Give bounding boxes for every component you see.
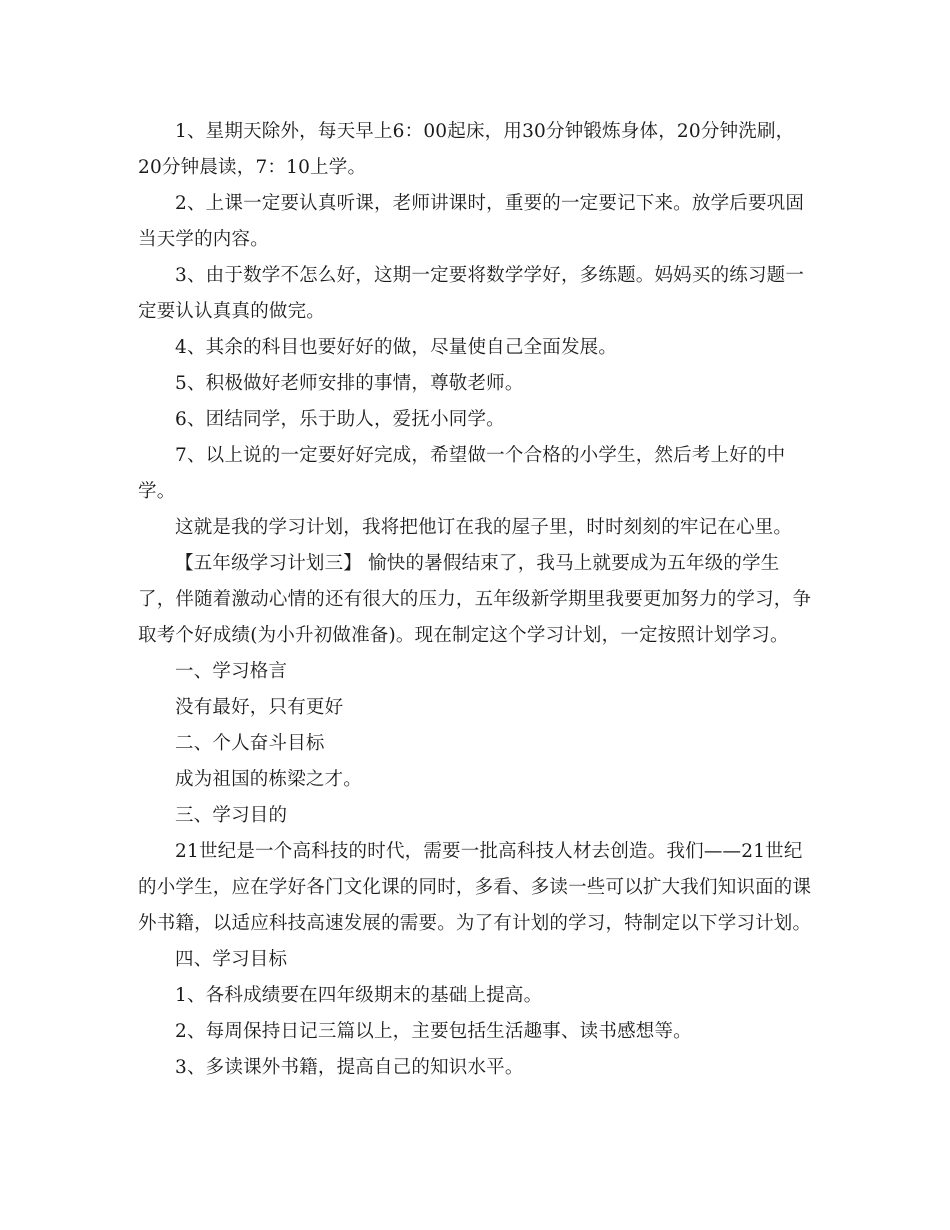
study-purpose-text: 21世纪是一个高科技的时代，需要一批高科技人材去创造。我们——21世纪的小学生，应在学好各门文化课的同时，多看、多读一些可以扩大我们知识面的课外书籍，以适应科技高速发展的需要。为了有计划的学习，特制定以下学习计划。: [138, 841, 812, 934]
paragraph-3: 3、由于数学不怎么好，这期一定要将数学学好，多练题。妈妈买的练习题一定要认认真真的做完。: [138, 265, 805, 322]
heading-motto: 一、学习格言: [175, 661, 288, 682]
paragraph-4: 4、其余的科目也要好好的做，尽量使自己全面发展。: [175, 337, 618, 358]
heading-study-purpose: 三、学习目的: [175, 805, 288, 826]
study-goal-2: 2、每周保持日记三篇以上，主要包括生活趣事、读书感想等。: [175, 1021, 692, 1042]
paragraph-5: 5、积极做好老师安排的事情，尊敬老师。: [175, 373, 524, 394]
study-goal-1: 1、各科成绩要在四年级期末的基础上提高。: [175, 985, 543, 1006]
paragraph-1: 1、星期天除外，每天早上6：00起床，用30分钟锻炼身体，20分钟洗刷，20分钟晨读，7：10上学。: [138, 121, 795, 178]
section-intro: 愉快的暑假结束了，我马上就要成为五年级的学生了，伴随着激动心情的还有很大的压力，五年级新学期里我要更加努力的学习，争取考个好成绩(为小升初做准备)。现在制定这个学习计划，一定按照计划学习。: [138, 553, 812, 646]
motto-text: 没有最好，只有更好: [175, 697, 344, 718]
paragraph-6: 6、团结同学，乐于助人，爱抚小同学。: [175, 409, 505, 430]
section-paragraph: [138, 546, 814, 654]
paragraph-7: 7、以上说的一定要好好完成，希望做一个合格的小学生，然后考上好的中学。: [138, 445, 786, 502]
document-body: [138, 114, 814, 1086]
section-title: 【五年级学习计划三】: [175, 553, 363, 574]
personal-goal-text: 成为祖国的栋梁之才。: [175, 769, 363, 790]
heading-study-goals: 四、学习目标: [175, 949, 288, 970]
paragraph-conclusion: 这就是我的学习计划，我将把他订在我的屋子里，时时刻刻的牢记在心里。: [175, 517, 793, 538]
paragraph-2: 2、上课一定要认真听课，老师讲课时，重要的一定要记下来。放学后要巩固当天学的内容。: [138, 193, 805, 250]
heading-personal-goal: 二、个人奋斗目标: [175, 733, 325, 754]
study-goal-3: 3、多读课外书籍，提高自己的知识水平。: [175, 1057, 524, 1078]
